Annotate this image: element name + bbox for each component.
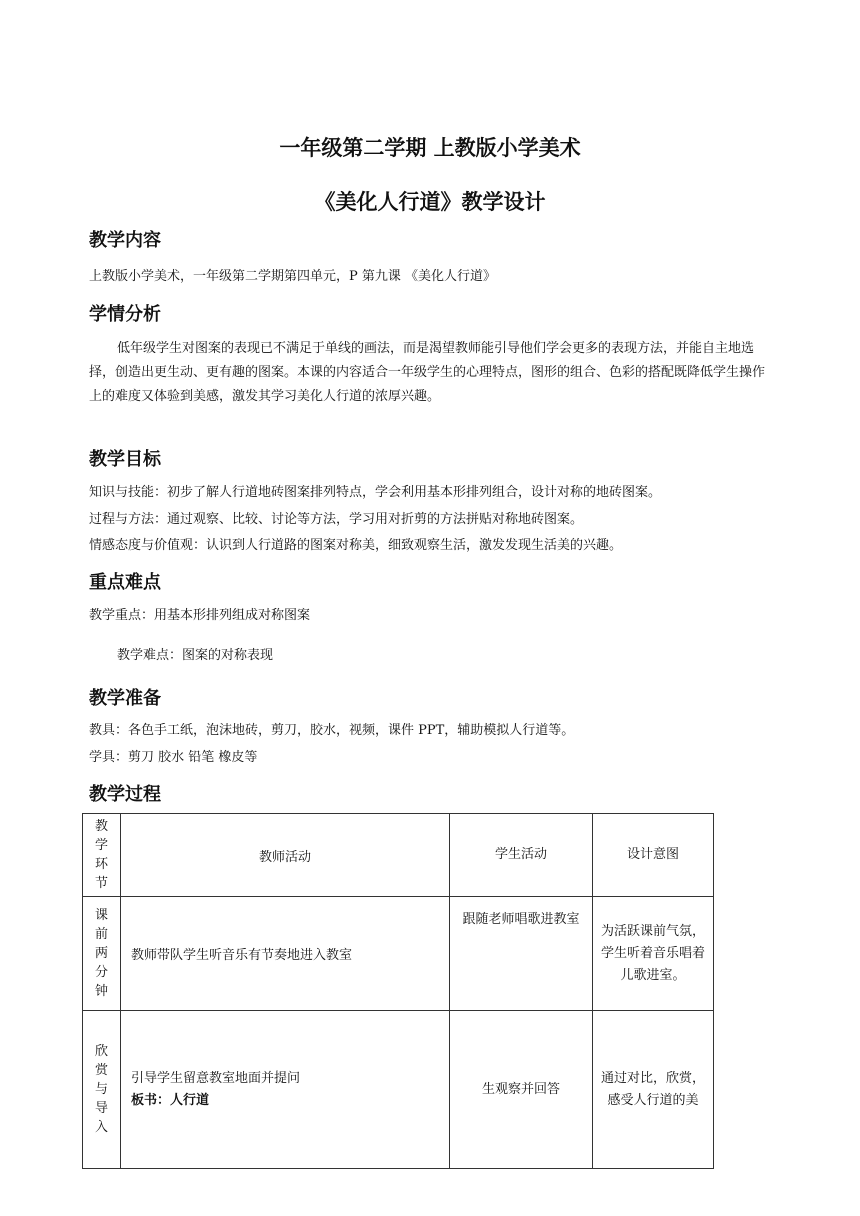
row-student-activity: 生观察并回答: [450, 1011, 593, 1169]
content-text: 上教版小学美术，一年级第二学期第四单元，P 第九课 《美化人行道》: [89, 269, 497, 284]
objective-knowledge: 知识与技能：初步了解人行道地砖图案排列特点，学会利用基本形排列组合，设计对称的地砖图案。: [89, 485, 662, 500]
doc-title-line2: 《美化人行道》教学设计: [314, 189, 546, 214]
objective-attitude: 情感态度与价值观：认识到人行道路的图案对称美，细致观察生活，激发发现生活美的兴趣。: [89, 538, 623, 553]
row-student-activity: 跟随老师唱歌进教室: [450, 897, 593, 1011]
heading-key-points: 重点难点: [89, 572, 161, 593]
objective-process: 过程与方法：通过观察、比较、讨论等方法，学习用对折剪的方法拼贴对称地砖图案。: [89, 512, 584, 527]
table-header-row: [83, 814, 714, 897]
row-intent: 为活跃课前气氛，学生听着音乐唱着儿歌进室。: [593, 897, 714, 1011]
row-intent: 通过对比，欣赏，感受人行道的美: [593, 1011, 714, 1169]
heading-analysis: 学情分析: [89, 304, 161, 325]
blackboard-note: 板书：人行道: [131, 1092, 210, 1108]
row-stage: 欣赏与导入: [83, 1011, 121, 1169]
doc-title-line1: 一年级第二学期 上教版小学美术: [279, 135, 581, 160]
header-stage: 教学环节: [83, 814, 121, 897]
key-point-text: 教学重点：用基本形排列组成对称图案: [89, 608, 311, 623]
heading-content: 教学内容: [89, 230, 161, 251]
heading-process: 教学过程: [89, 784, 161, 805]
row-teacher-activity: 引导学生留意教室地面并提问 板书：人行道: [121, 1011, 450, 1169]
header-teacher: 教师活动: [121, 814, 450, 897]
heading-preparation: 教学准备: [89, 688, 161, 709]
row-stage: 课前两分钟: [83, 897, 121, 1011]
header-student: 学生活动: [450, 814, 593, 897]
difficulty-text: 教学难点：图案的对称表现: [117, 648, 274, 663]
analysis-text: 低年级学生对图案的表现已不满足于单线的画法，而是渴望教师能引导他们学会更多的表现方法，并能自主地选择，创造出更生动、更有趣的图案。本课的内容适合一年级学生的心理特点，图形的组合、色彩的搭配既降低学生操作上的难度又体验到美感，激发其学习美化人行道的浓厚兴趣。: [89, 341, 766, 404]
teacher-tools: 教具：各色手工纸，泡沫地砖，剪刀，胶水，视频，课件 PPT，辅助模拟人行道等。: [89, 723, 575, 738]
table-row: [83, 897, 714, 1011]
process-table: [82, 813, 714, 1169]
row-teacher-activity: 教师带队学生听音乐有节奏地进入教室: [121, 897, 450, 1011]
student-tools: 学具：剪刀 胶水 铅笔 橡皮等: [89, 750, 258, 765]
heading-objectives: 教学目标: [89, 449, 161, 470]
table-row: [83, 1011, 714, 1169]
header-intent: 设计意图: [593, 814, 714, 897]
